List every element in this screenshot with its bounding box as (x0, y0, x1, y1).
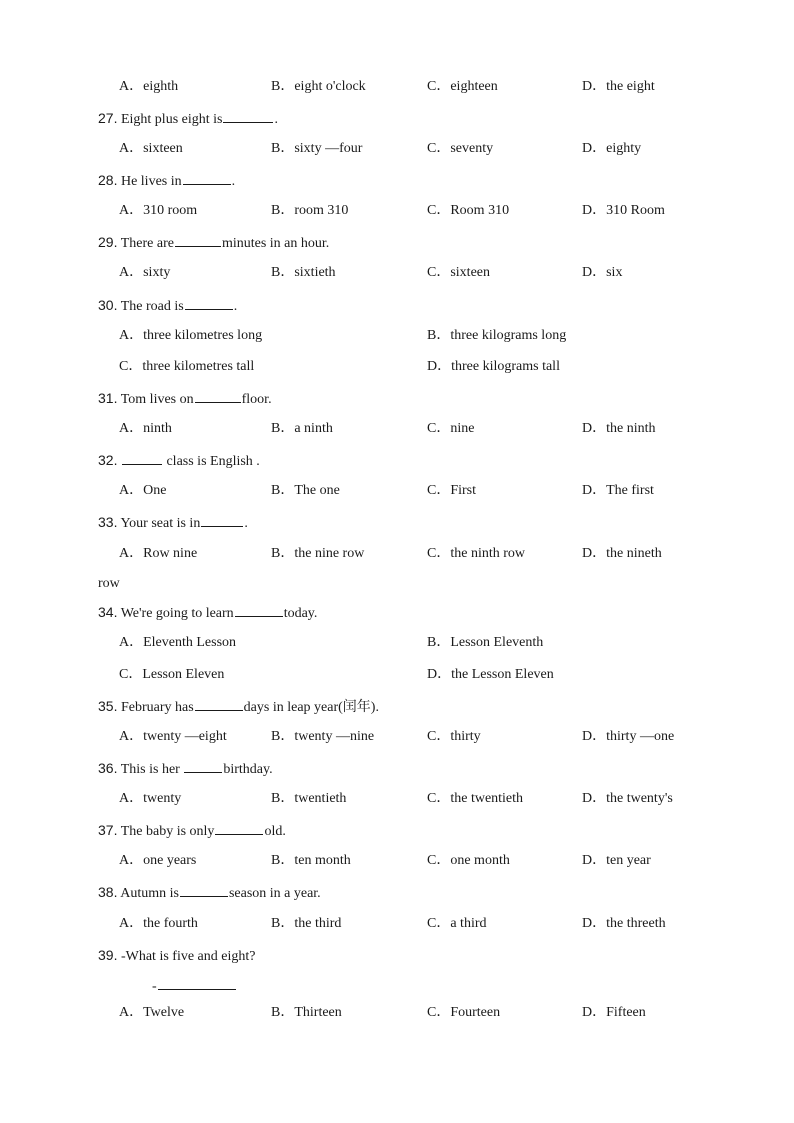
q39-blank[interactable] (158, 975, 236, 990)
q37-blank[interactable] (215, 820, 263, 835)
q28-after: . (231, 174, 236, 189)
q33-stem (0, 512, 794, 532)
q28-text (98, 170, 235, 192)
q33-option-b[interactable]: B．the nine row (271, 546, 365, 561)
q28-blank[interactable] (183, 170, 231, 185)
q32-option-c[interactable]: C．First (427, 483, 477, 498)
q31-option-b[interactable]: B．a ninth (271, 421, 333, 436)
q31-option-d[interactable]: D．the ninth (582, 421, 656, 436)
q29-blank[interactable] (175, 232, 221, 247)
q34-option-a[interactable]: A．Eleventh Lesson (119, 635, 237, 650)
q28-before: He lives in (120, 174, 182, 189)
q29-option-a[interactable]: A．sixty (119, 265, 171, 280)
q31-before: Tom lives on (120, 392, 194, 407)
q37-number: 37. (98, 822, 118, 838)
q30-options-row2 (0, 357, 794, 377)
q30-option-c[interactable]: C．three kilometres tall (119, 359, 255, 374)
q39-text (98, 945, 255, 967)
q31-number: 31. (98, 390, 118, 406)
q34-number: 34. (98, 604, 118, 620)
q32-blank[interactable] (122, 450, 162, 465)
q31-text (98, 388, 272, 410)
q34-stem (0, 602, 794, 622)
q26-option-d[interactable]: D．the eight (582, 79, 655, 94)
q30-text (98, 295, 237, 317)
q37-option-d[interactable]: D．ten year (582, 853, 651, 868)
q36-number: 36. (98, 760, 118, 776)
q37-option-a[interactable]: A．one years (119, 853, 197, 868)
q34-options-row1 (0, 633, 794, 653)
q36-after: birthday. (223, 762, 273, 777)
q35-before: February has (120, 700, 194, 715)
q33-number: 33. (98, 514, 118, 530)
q27-before: Eight plus eight is (120, 112, 223, 127)
q30-number: 30. (98, 297, 118, 313)
q38-option-b[interactable]: B．the third (271, 916, 342, 931)
q36-blank[interactable] (184, 758, 222, 773)
q39-answer (152, 975, 237, 997)
q39-answer-dash: - (152, 979, 157, 994)
q29-options (0, 263, 794, 283)
q38-number: 38. (98, 884, 118, 900)
q38-after: season in a year. (228, 886, 321, 901)
q39-before: -What is five and eight? (120, 949, 256, 964)
q29-after: minutes in an hour. (221, 236, 330, 251)
q28-options (0, 201, 794, 221)
q37-after: old. (264, 824, 286, 839)
q37-before: The baby is only (120, 824, 215, 839)
q35-option-b[interactable]: B．twenty —nine (271, 729, 375, 744)
q35-text (98, 696, 379, 718)
q27-after: . (274, 112, 278, 127)
q27-option-d[interactable]: D．eighty (582, 141, 642, 156)
q35-stem (0, 696, 794, 716)
q27-option-a[interactable]: A．sixteen (119, 141, 183, 156)
q35-options (0, 727, 794, 747)
q35-option-d[interactable]: D．thirty —one (582, 729, 675, 744)
q33-wrap-line (0, 574, 794, 594)
q35-blank[interactable] (195, 696, 243, 711)
q38-blank[interactable] (180, 882, 228, 897)
q34-before: We're going to learn (120, 606, 234, 621)
q35-option-c[interactable]: C．thirty (427, 729, 481, 744)
q34-after: today. (283, 606, 318, 621)
q32-option-d[interactable]: D．The first (582, 483, 654, 498)
q37-option-c[interactable]: C．one month (427, 853, 510, 868)
q39-number: 39. (98, 947, 118, 963)
q31-option-a[interactable]: A．ninth (119, 421, 172, 436)
q36-text (98, 758, 273, 780)
q39-option-b[interactable]: B．Thirteen (271, 1005, 342, 1020)
q32-option-b[interactable]: B．The one (271, 483, 340, 498)
q37-option-b[interactable]: B．ten month (271, 853, 351, 868)
q29-number: 29. (98, 234, 118, 250)
q30-option-a[interactable]: A．three kilometres long (119, 328, 263, 343)
q26-option-c[interactable]: C．eighteen (427, 79, 498, 94)
q35-number: 35. (98, 698, 118, 714)
q33-after: . (244, 516, 248, 531)
q33-text (98, 512, 248, 534)
q32-stem (0, 450, 794, 470)
q26-option-b[interactable]: B．eight o'clock (271, 79, 366, 94)
q38-stem (0, 882, 794, 902)
q36-options (0, 789, 794, 809)
q30-blank[interactable] (185, 295, 233, 310)
q33-blank[interactable] (201, 512, 243, 527)
q38-text (98, 882, 321, 904)
q26-option-a[interactable]: A．eighth (119, 79, 179, 94)
q29-stem (0, 232, 794, 252)
q33-option-c[interactable]: C．the ninth row (427, 546, 525, 561)
q30-after: . (233, 299, 238, 314)
q29-before: There are (120, 236, 174, 251)
q29-option-d[interactable]: D．six (582, 265, 623, 280)
q33-option-a[interactable]: A．Row nine (119, 546, 198, 561)
q30-stem (0, 295, 794, 315)
q31-options (0, 419, 794, 439)
q27-option-c[interactable]: C．seventy (427, 141, 494, 156)
q28-option-b[interactable]: B．room 310 (271, 203, 349, 218)
q38-option-c[interactable]: C．a third (427, 916, 487, 931)
q32-number: 32. (98, 452, 118, 468)
q34-blank[interactable] (235, 602, 283, 617)
q33-options (0, 544, 794, 564)
q34-text (98, 602, 317, 624)
q31-option-c[interactable]: C．nine (427, 421, 475, 436)
q31-blank[interactable] (195, 388, 241, 403)
q30-options-row1 (0, 326, 794, 346)
q36-option-d[interactable]: D．the twenty's (582, 791, 673, 806)
q37-stem (0, 820, 794, 840)
q34-options-row2 (0, 665, 794, 685)
q39-option-c[interactable]: C．Fourteen (427, 1005, 501, 1020)
q28-option-c[interactable]: C．Room 310 (427, 203, 510, 218)
q38-option-a[interactable]: A．the fourth (119, 916, 198, 931)
q31-after: floor. (241, 392, 272, 407)
q26-options (0, 77, 794, 97)
q30-option-b[interactable]: B．three kilograms long (427, 328, 567, 343)
q32-options (0, 481, 794, 501)
q39-options (0, 1003, 794, 1023)
q36-option-a[interactable]: A．twenty (119, 791, 182, 806)
q27-stem (0, 108, 794, 128)
q39-option-a[interactable]: A．Twelve (119, 1005, 185, 1020)
q37-options (0, 851, 794, 871)
q38-options (0, 914, 794, 934)
q27-option-b[interactable]: B．sixty —four (271, 141, 363, 156)
q33-option-d[interactable]: D．the nineth (582, 546, 662, 561)
q28-option-a[interactable]: A．310 room (119, 203, 198, 218)
q38-before: Autumn is (120, 886, 179, 901)
q36-stem (0, 758, 794, 778)
q33-option-d-wrap: row (98, 576, 120, 591)
q27-options (0, 139, 794, 159)
q39-option-d[interactable]: D．Fifteen (582, 1005, 646, 1020)
q32-text (98, 450, 260, 472)
q28-option-d[interactable]: D．310 Room (582, 203, 665, 218)
q34-option-d[interactable]: D．the Lesson Eleven (427, 667, 554, 682)
q37-text (98, 820, 286, 842)
q34-option-c[interactable]: C．Lesson Eleven (119, 667, 225, 682)
q32-option-a[interactable]: A．One (119, 483, 167, 498)
q30-before: The road is (120, 299, 184, 314)
q33-before: Your seat is in (120, 516, 201, 531)
q38-option-d[interactable]: D．the threeth (582, 916, 666, 931)
q30-option-d[interactable]: D．three kilograms tall (427, 359, 560, 374)
q32-after: class is English . (166, 454, 260, 469)
q35-option-a[interactable]: A．twenty —eight (119, 729, 227, 744)
q28-stem (0, 170, 794, 190)
q27-blank[interactable] (223, 108, 273, 123)
q36-option-b[interactable]: B．twentieth (271, 791, 347, 806)
q36-before: This is her (120, 762, 184, 777)
q39-stem (0, 945, 794, 965)
q27-text (98, 108, 278, 130)
q29-option-c[interactable]: C．sixteen (427, 265, 490, 280)
q29-option-b[interactable]: B．sixtieth (271, 265, 336, 280)
q35-after: days in leap year(闰年). (243, 700, 379, 715)
q28-number: 28. (98, 172, 118, 188)
q27-number: 27. (98, 110, 118, 126)
q36-option-c[interactable]: C．the twentieth (427, 791, 524, 806)
q31-stem (0, 388, 794, 408)
q39-answer-line (0, 975, 794, 995)
q29-text (98, 232, 329, 254)
q34-option-b[interactable]: B．Lesson Eleventh (427, 635, 544, 650)
